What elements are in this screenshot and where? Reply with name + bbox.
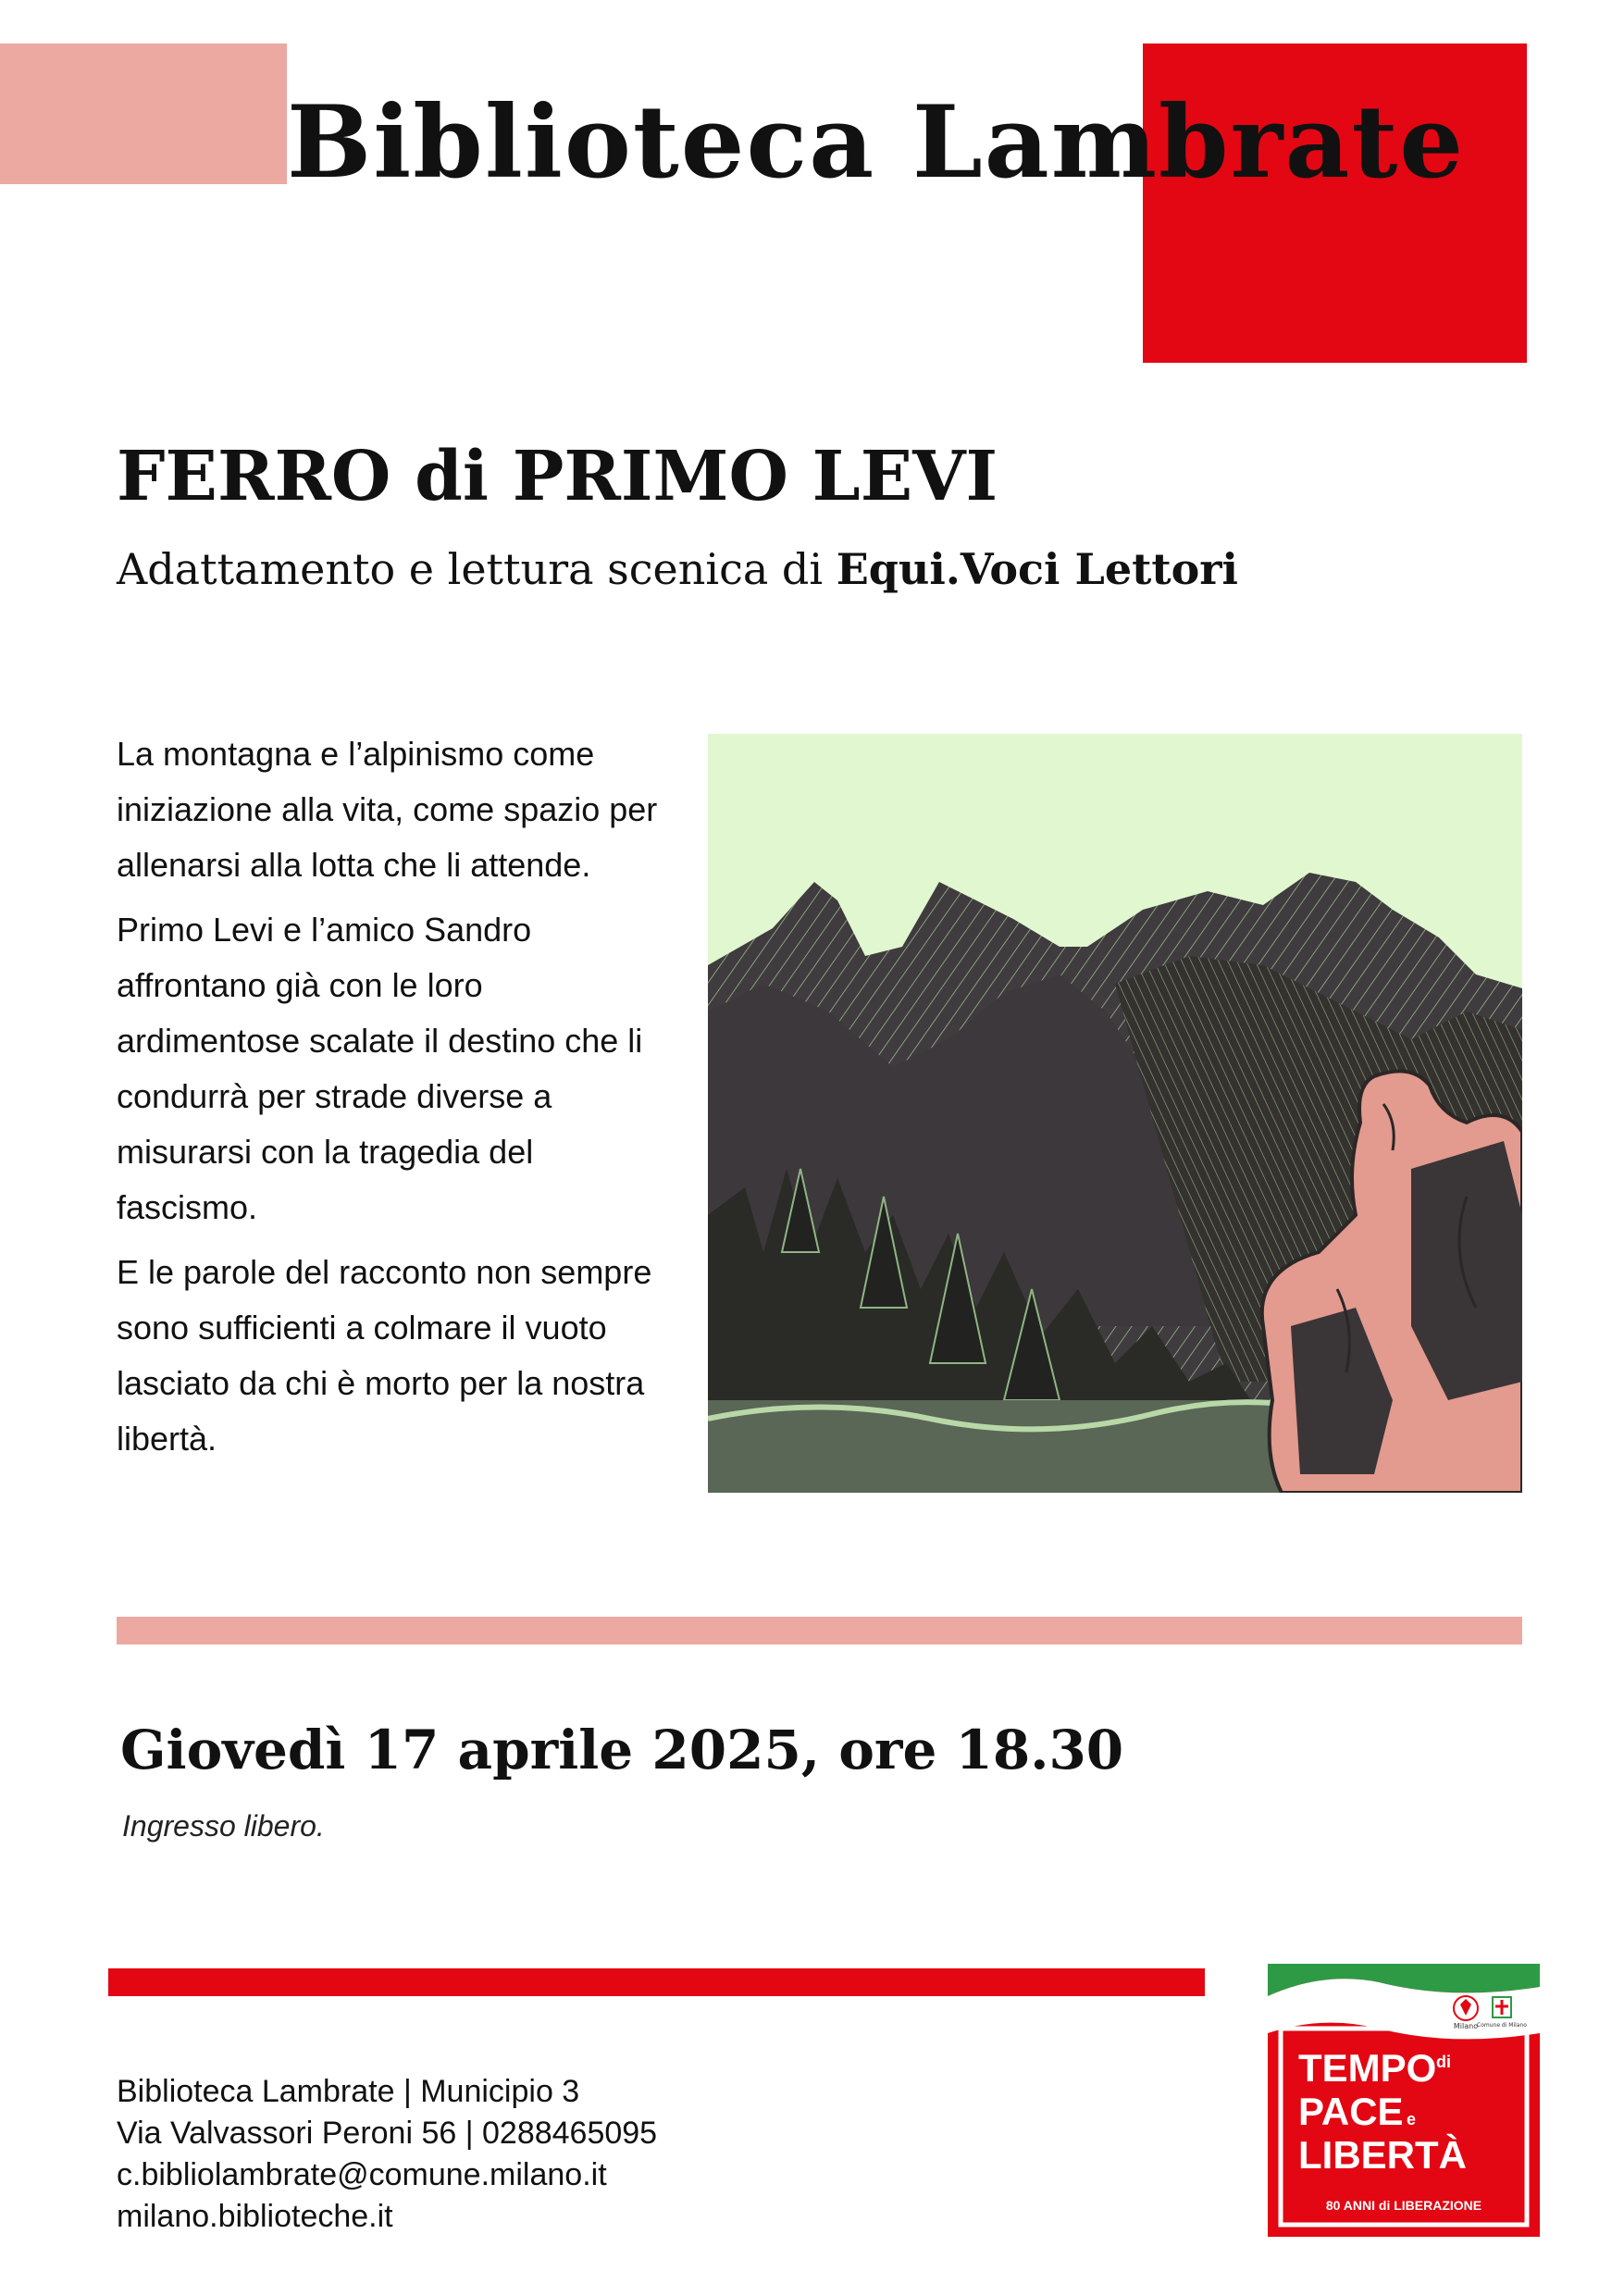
description-paragraph: E le parole del racconto non sempre sono sufficienti a colmare il vuoto lasciato da chi è morto per la nostra libertà. <box>117 1253 652 1458</box>
pink-divider <box>117 1617 1522 1644</box>
event-date-time: Giovedì 17 aprile 2025, ore 18.30 <box>120 1719 1124 1781</box>
tempo-di-pace-badge <box>1268 1964 1540 2237</box>
event-title: FERRO di PRIMO LEVI <box>117 437 998 516</box>
mountain-illustration <box>708 734 1522 1493</box>
footer-street-phone: Via Valvassori Peroni 56 | 0288465095 <box>117 2116 658 2151</box>
description-paragraph: Primo Levi e l’amico Sandro affrontano già con le loro ardimentose scalate il destino che li condurrà per strade diverse a misurarsi con la tragedia del fascismo. <box>117 911 643 1226</box>
footer-email-link[interactable]: c.bibliolambrate@comune.milano.it <box>117 2157 607 2192</box>
description-paragraph: La montagna e l’alpinismo come iniziazione alla vita, come spazio per allenarsi alla lotta che li attende. <box>117 735 658 884</box>
badge-word-tempo: TEMPO <box>1298 2046 1437 2090</box>
badge-word-pace: PACE <box>1298 2090 1404 2133</box>
subtitle-prefix: Adattamento e lettura scenica di <box>117 544 824 594</box>
badge-word-liberta: LIBERTÀ <box>1298 2133 1467 2177</box>
footer-contact <box>117 2071 657 2238</box>
badge-word-di: di <box>1436 2053 1451 2071</box>
comune-logo-label: Comune di Milano <box>1477 2022 1527 2029</box>
subtitle-company: Equi.Voci Lettori <box>836 544 1239 594</box>
event-subtitle <box>117 544 1239 594</box>
badge-word-e: e <box>1407 2110 1417 2128</box>
badge-tagline: 80 ANNI di LIBERAZIONE <box>1325 2198 1482 2213</box>
milano-logo-label: Milano <box>1453 2022 1479 2030</box>
footer-website-link[interactable]: milano.biblioteche.it <box>117 2199 393 2234</box>
red-divider <box>108 1968 1205 1996</box>
footer-address-line: Biblioteca Lambrate | Municipio 3 <box>117 2074 580 2109</box>
header-pink-block <box>0 43 287 184</box>
milano-logo <box>1454 1996 1478 2030</box>
entry-note: Ingresso libero. <box>122 1809 325 1843</box>
library-title: Biblioteca Lambrate <box>287 84 1466 201</box>
event-description <box>117 726 672 1476</box>
